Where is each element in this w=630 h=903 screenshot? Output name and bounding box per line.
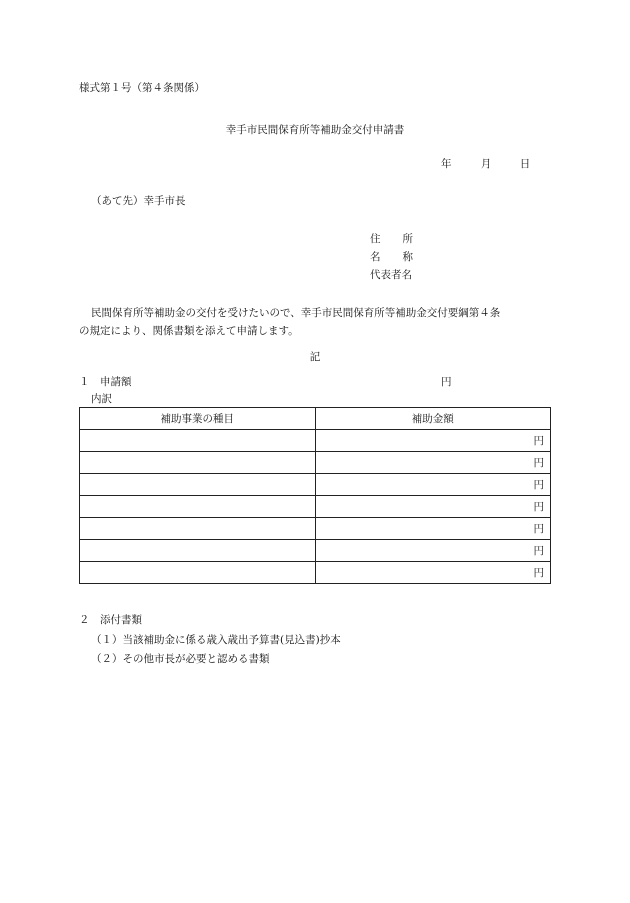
type-cell bbox=[80, 474, 316, 496]
requested-amount-unit: 円 bbox=[441, 376, 452, 388]
ki-heading: 記 bbox=[309, 351, 321, 363]
applicant-address-label: 住所 bbox=[370, 233, 435, 245]
amount-cell: 円 bbox=[315, 518, 551, 540]
type-cell bbox=[80, 452, 316, 474]
type-cell bbox=[80, 562, 316, 584]
statement-line-2: の規定により、関係書類を添えて申請します。 bbox=[79, 325, 299, 337]
addressee: （あて先）幸手市長 bbox=[91, 195, 186, 207]
table-row bbox=[80, 540, 551, 562]
amount-cell: 円 bbox=[315, 540, 551, 562]
amount-cell: 円 bbox=[315, 562, 551, 584]
table-row bbox=[80, 496, 551, 518]
amount-cell: 円 bbox=[315, 496, 551, 518]
breakdown-table bbox=[79, 407, 551, 584]
amount-cell: 円 bbox=[315, 452, 551, 474]
form-number: 様式第１号（第４条関係） bbox=[79, 82, 205, 94]
requested-amount-label: １ 申請額 bbox=[79, 376, 132, 388]
application-statement bbox=[79, 304, 554, 340]
table-row bbox=[80, 452, 551, 474]
date-line bbox=[441, 156, 530, 171]
table-header-row bbox=[80, 408, 551, 430]
table-row bbox=[80, 562, 551, 584]
attachment-item-2: （２）その他市長が必要と認める書類 bbox=[91, 653, 270, 665]
breakdown-label: 内訳 bbox=[91, 393, 112, 405]
table-row bbox=[80, 474, 551, 496]
date-month-label: 月 bbox=[480, 158, 492, 170]
type-cell bbox=[80, 496, 316, 518]
date-year-label: 年 bbox=[441, 158, 452, 170]
type-cell bbox=[80, 430, 316, 452]
date-day-label: 日 bbox=[519, 158, 531, 170]
applicant-name-label: 名称 bbox=[370, 251, 435, 263]
attachments-heading: ２ 添付書類 bbox=[79, 614, 142, 626]
type-cell bbox=[80, 540, 316, 562]
column-header-amount: 補助金額 bbox=[315, 408, 551, 430]
statement-line-1: 民間保育所等補助金の交付を受けたいので、幸手市民間保育所等補助金交付要綱第４条 bbox=[91, 307, 501, 319]
applicant-block bbox=[370, 230, 435, 284]
table-row bbox=[80, 518, 551, 540]
attachment-item-1: （１）当該補助金に係る歳入歳出予算書(見込書)抄本 bbox=[91, 634, 341, 646]
column-header-type: 補助事業の種目 bbox=[80, 408, 316, 430]
table-row bbox=[80, 430, 551, 452]
type-cell bbox=[80, 518, 316, 540]
applicant-representative-label: 代表者名 bbox=[370, 269, 412, 281]
document-title: 幸手市民間保育所等補助金交付申請書 bbox=[225, 124, 405, 136]
amount-cell: 円 bbox=[315, 430, 551, 452]
amount-cell: 円 bbox=[315, 474, 551, 496]
